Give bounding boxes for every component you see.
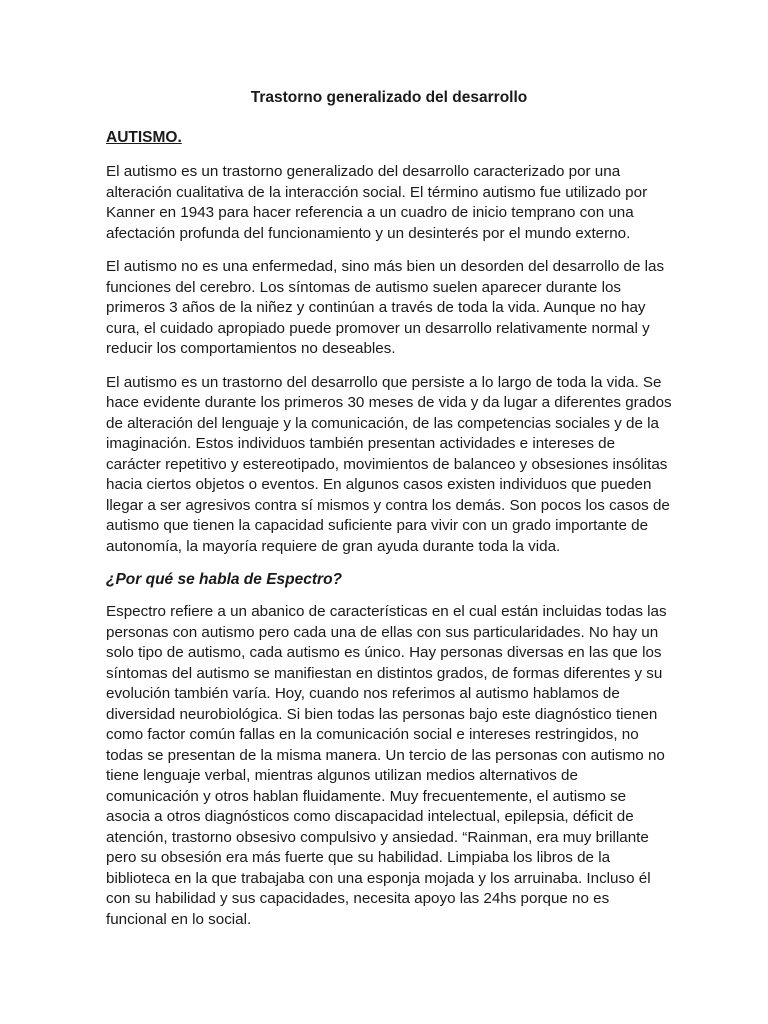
paragraph-lifelong: El autismo es un trastorno del desarrollo que persiste a lo largo de toda la vida. Se hace evidente durante los primeros 30 meses de vida y da lugar a diferentes grados de alteración del lenguaje y la comunicación, de las competencias sociales y de la imaginación. Estos individuos también presentan actividades e intereses de carácter repetitivo y estereotipado, movimientos de balanceo y obsesiones insólitas hacia ciertos objetos o eventos. En algunos casos existen individuos que pueden llegar a ser agresivos contra sí mismos y contra los demás. Son pocos los casos de autismo que tienen la capacidad suficiente para vivir con un grado importante de autonomía, la mayoría requiere de gran ayuda durante toda la vida.	[106, 373, 672, 555]
section-heading-autismo: AUTISMO.	[106, 129, 182, 146]
document-title: Trastorno generalizado del desarrollo	[250, 89, 528, 106]
paragraph-not-disease: El autismo no es una enfermedad, sino más bien un desorden del desarrollo de las funciones del cerebro. Los síntomas de autismo suelen aparecer durante los primeros 3 años de la niñez y continúan a través de toda la vida. Aunque no hay cura, el cuidado apropiado puede promover un desarrollo relativamente normal y reducir los comportamientos no deseables.	[106, 258, 665, 357]
paragraph-espectro: Espectro refiere a un abanico de características en el cual están incluidas todas las personas con autismo pero cada una de ellas con sus particularidades. No hay un solo tipo de autismo, cada autismo es único. Hay personas diversas en las que los síntomas del autismo se manifiestan en distintos grados, de formas diferentes y su evolución también varía. Hoy, cuando nos referimos al autismo hablamos de diversidad neurobiológica. Si bien todas las personas bajo este diagnóstico tienen como factor común fallas en la comunicación social e intereses restringidos, no todas se presentan de la misma manera. Un tercio de las personas con autismo no tiene lenguaje verbal, mientras algunos utilizan medios alternativos de comunicación y otros hablan fluidamente. Muy frecuentemente, el autismo se asocia a otros diagnósticos como discapacidad intelectual, epilepsia, déficit de atención, trastorno obsesivo compulsivo y ansiedad. “Rainman, era muy brillante pero su obsesión era más fuerte que su habilidad. Limpiaba los libros de la biblioteca en la que trabajaba con una esponja mojada y los arruinaba. Incluso él con su habilidad y sus capacidades, necesita apoyo las 24hs porque no es funcional en lo social.	[106, 603, 667, 928]
sub-heading-espectro: ¿Por qué se habla de Espectro?	[106, 571, 343, 588]
document-page	[106, 88, 672, 943]
paragraph-definition: El autismo es un trastorno generalizado del desarrollo caracterizado por una alteración cualitativa de la interacción social. El término autismo fue utilizado por Kanner en 1943 para hacer referencia a un cuadro de inicio temprano con una afectación profunda del funcionamiento y un desinterés por el mundo externo.	[106, 163, 648, 242]
